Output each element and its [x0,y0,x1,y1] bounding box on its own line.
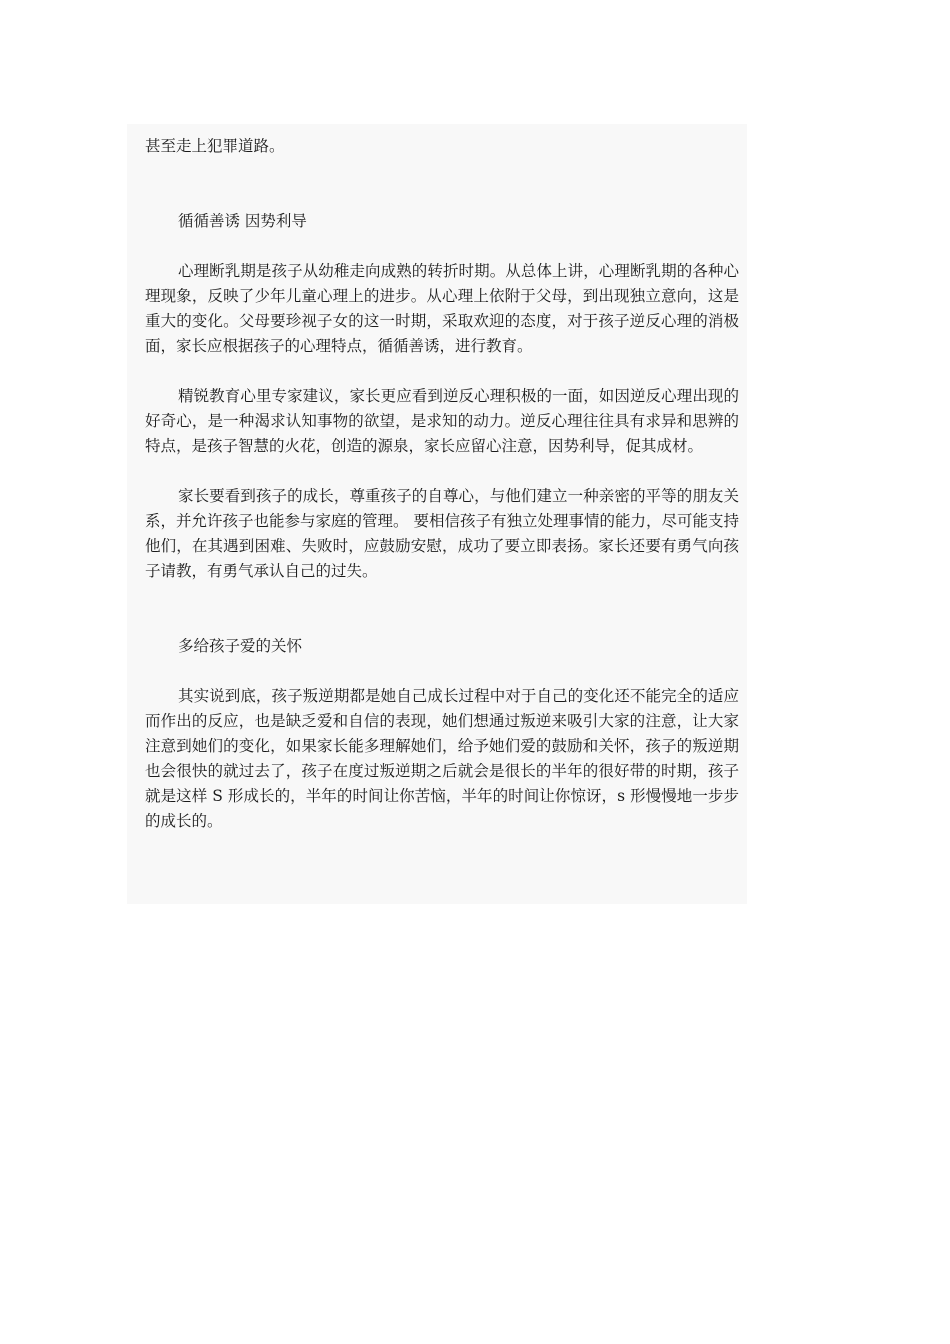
section1-heading: 循循善诱 因势利导 [178,212,307,230]
spacer [145,584,739,634]
paragraph: 精锐教育心里专家建议，家长更应看到逆反心理积极的一面，如因逆反心理出现的好奇心，是一种渴求认知事物的欲望，是求知的动力。逆反心理往往具有求异和思辨的特点，是孩子智慧的火花，创造的源泉，家长应留心注意，因势利导，促其成材。 [145,387,739,455]
spacer [145,459,739,484]
spacer [145,234,739,259]
spacer [145,659,739,684]
section2-heading: 多给孩子爱的关怀 [178,637,303,655]
intro-tail-text: 甚至走上犯罪道路。 [145,137,285,155]
spacer [145,359,739,384]
article-panel [127,124,747,904]
paragraph: 心理断乳期是孩子从幼稚走向成熟的转折时期。从总体上讲，心理断乳期的各种心理现象，反映了少年儿童心理上的进步。从心理上依附于父母，到出现独立意向，这是重大的变化。父母要珍视子女的这一时期，采取欢迎的态度，对于孩子逆反心理的消极面，家长应根据孩子的心理特点，循循善诱，进行教育。 [145,262,739,355]
paragraph: 家长要看到孩子的成长，尊重孩子的自尊心，与他们建立一种亲密的平等的朋友关系，并允许孩子也能参与家庭的管理。 要相信孩子有独立处理事情的能力，尽可能支持他们，在其遇到困难、失败时，应鼓励安慰，成功了要立即表扬。家长还要有勇气向孩子请教，有勇气承认自己的过失。 [145,487,739,580]
paragraph: 其实说到底，孩子叛逆期都是她自己成长过程中对于自己的变化还不能完全的适应而作出的反应，也是缺乏爱和自信的表现，她们想通过叛逆来吸引大家的注意，让大家注意到她们的变化，如果家长能多理解她们，给予她们爱的鼓励和关怀，孩子的叛逆期也会很快的就过去了，孩子在度过叛逆期之后就会是很长的半年的很好带的时期，孩子就是这样 S 形成长的，半年的时间让你苦恼，半年的时间让你惊讶，s 形慢慢地一步步的成长的。 [145,687,739,830]
spacer [145,159,739,209]
